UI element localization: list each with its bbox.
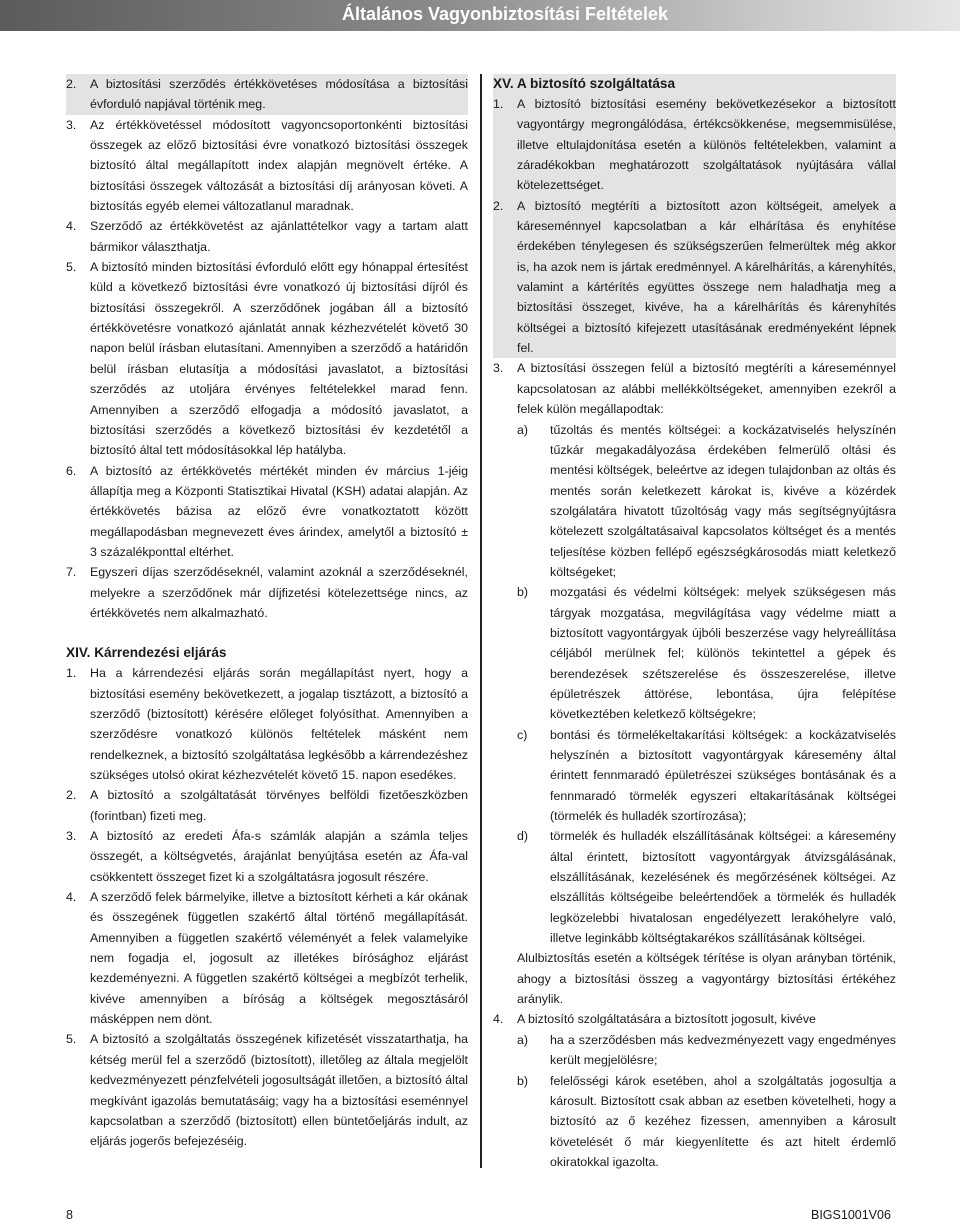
- page-header: [0, 0, 960, 31]
- section-title-xv: XV. A biztosító szolgáltatása: [493, 76, 676, 91]
- sub-list-item: b) felelősségi károk esetében, ahol a szolgáltatás jogosultja a károsult. Biztosított csak abban az esetben követelheti, hogy a biztosító az ő kezéhez fizessen, amennyiben a károsult követelését ő már kiegyenlítette és azt hitelt érdemlő okiratokkal igazolta.: [517, 1073, 896, 1169]
- column-divider: [480, 74, 482, 1168]
- page-title: Általános Vagyonbiztosítási Feltételek: [341, 4, 669, 24]
- sub-list-item: d) törmelék és hulladék elszállításának költségei: a káresemény által érintett, biztosított vagyontárgyak átvizsgálásának, elszállításának, kezelésének és megőrzésének költségei. Az elszállítás költségeibe beleértendőek a törmelék és hulladék legközelebbi hivatalosan engedélyezett lerakóhelyre való, illetve leginkább költségtakarékos szállításának költségei.: [517, 829, 896, 946]
- list-item: 4. A biztosító szolgáltatására a biztosított jogosult, kivéve: [493, 1012, 816, 1027]
- left-column: [66, 74, 468, 1152]
- section-title-xiv: XIV. Kárrendezési eljárás: [66, 645, 227, 661]
- list-item: 6. A biztosító az értékkövetés mértékét minden év március 1-jéig állapítja meg a Központi Statisztikai Hivatal (KSH) adatai alapján. Az értékkövetés bázisa az előző évre vonatkoztatott között megállapodásban megnevezett éves árindex, amelytől a biztosító ± 3 százalékponttal eltérhet.: [66, 463, 468, 559]
- sub-list-item: c) bontási és törmelékeltakarítási költségek: a kockázatviselés helyszínén a biztosított vagyontárgyak káresemény által érintett fennmaradó épületrészei szükséges bontásának és a fennmaradó törmelék egyszeri eltakarításának költségei (törmelék és hulladék szortírozása);: [517, 727, 896, 824]
- list-item: 3. A biztosító az eredeti Áfa-s számlák alapján a számla teljes összegét, a költségvetés, árajánlat benyújtása esetén az Áfa-val csökkentett összeget fizet ki a szolgáltatásra jogosult részére.: [66, 829, 468, 884]
- shaded-block: [493, 74, 896, 358]
- sub-list-item: b) mozgatási és védelmi költségek: melyek szükségesen más tárgyak mozgatása, megvilágítása vagy védelme miatt a biztosított vagyontárgyak újbóli beszerzése vagy helyreállítása céljából merülnek fel; különös tekintettel a gépek és berendezések szétszerelése és összeszerelése, illetve épületrészek áttörése, lebontása, újra felépítése következtében keletkező költségekre;: [517, 585, 896, 722]
- paragraph: Alulbiztosítás esetén a költségek térítése is olyan arányban történik, ahogy a biztosítási összeg a vagyontárgy biztosítási értékéhez aránylik.: [517, 951, 896, 1007]
- list-item: 1. Ha a kárrendezési eljárás során megállapítást nyert, hogy a biztosítási esemény bekövetkezett, a jogalap tisztázott, a biztosító a szerződő (biztosított) kérésére előleget folyósíthat. Amennyiben a szerződésre vonatkozó különös feltételek másként nem rendelkeznek, a biztosító szolgáltatása legkésőbb a kárrendezéshez szükséges utolsó okirat kézhezvételét követő 15. napon esedékes.: [66, 666, 468, 782]
- list-item: 4. A szerződő felek bármelyike, illetve a biztosított kérheti a kár okának és összegének független szakértő által történő megállapítását. Amennyiben a független szakértő véleményét a felek valamelyike nem fogadja el, jogosult az illetékes bírósághoz eljárást kezdeményezni. A független szakértő költségei a megbízót terhelik, kivéve amennyiben a bíróság a költségek megosztásáról másképpen nem dönt.: [66, 890, 468, 1027]
- list-item: 2. A biztosító a szolgáltatását törvényes belföldi fizetőeszközben (forintban) fizeti meg.: [66, 788, 468, 823]
- list-item: 2. A biztosító megtéríti a biztosított azon költségeit, amelyek a káreseménnyel kapcsolatban a kár elhárítása és enyhítése érdekében ténylegesen és szükségszerűen felmerültek még akkor is, ha azok nem is jártak eredménnyel. A kárelhárítás, a kárenyhítés, valamint a kártérítés együttes összege nem haladhatja meg a biztosítási összeget, kivéve, ha a kárelhárítás és kárenyhítés költségei a biztosító kifejezett utasításának eredményeként lépnek fel.: [493, 198, 896, 356]
- document-code: BIGS1001V06: [811, 1208, 891, 1222]
- list-item: 5. A biztosító a szolgáltatás összegének kifizetését visszatarthatja, ha kétség merül fel a szerződő (biztosított), illetőleg az általa megjelölt kedvezményezett pénzfelvételi jogosultságát illetően, a biztosító által megkívánt igazolás bemutatásáig; vagy ha a biztosítási eseménnyel kapcsolatban a szerződő (biztosított) ellen büntetőeljárás indult, az eljárás jogerős befejezéséig.: [66, 1032, 468, 1149]
- list-item: 4. Szerződő az értékkövetést az ajánlattételkor vagy a tartam alatt bármikor választhatja.: [66, 219, 468, 254]
- list-item: 3. Az értékkövetéssel módosított vagyoncsoportonkénti biztosítási összegek az előző biztosítási évre vonatkozó biztosítási összegek biztosító által megállapított index alapján megnövelt értéke. A biztosítási összegek változását a biztosítási díj arányosan követi. A biztosítás egyéb elemei változatlanul maradnak.: [66, 117, 468, 214]
- list-item: 1. A biztosító biztosítási esemény bekövetkezésekor a biztosított vagyontárgy megrongálódása, értékcsökkenése, megsemmisülése, illetve eltulajdonítása esetén a különös feltételekben, valamint a záradékokban meghatározott szolgáltatások nyújtására vállal kötelezettséget.: [493, 97, 896, 193]
- sub-list-item: a) ha a szerződésben más kedvezményezett vagy engedményes került megjelölésre;: [517, 1032, 896, 1068]
- right-column: [493, 74, 896, 1172]
- list-item: 2. A biztosítási szerződés értékkövetéses módosítása a biztosítási évforduló napjával történik meg.: [66, 74, 468, 115]
- list-item: 3. A biztosítási összegen felül a biztosító megtéríti a káreseménnyel kapcsolatosan az alábbi mellékköltségeket, amennyiben ezekről a felek külön megállapodtak:: [493, 361, 896, 417]
- list-item: 7. Egyszeri díjas szerződéseknél, valamint azoknál a szerződéseknél, melyekre a szerződőnek már díjfizetési kötelezettsége nincs, az értékkövetés nem alkalmazható.: [66, 565, 468, 620]
- page-number: 8: [66, 1208, 73, 1222]
- list-item: 5. A biztosító minden biztosítási évforduló előtt egy hónappal értesítést küld a következő biztosítási évre vonatkozó új biztosítási díjról és biztosítási összegekről. A szerződőnek jogában áll a biztosító értékkövetésre vonatkozó ajánlatát annak kézhezvételét követő 30 napon belül írásban elutasítani. Amennyiben a szerződő a határidőn belül írásban elutasítja a módosítási javaslatot, a biztosítási szerződés az utoljára érvényes feltételekkel marad fenn. Amennyiben a szerződő elfogadja a módosító javaslatot, a biztosítási szerződés a következő biztosítási év kezdetétől a biztosító által tett módosításokkal lép hatályba.: [66, 260, 468, 458]
- sub-list-item: a) tűzoltás és mentés költségei: a kockázatviselés helyszínén tűzkár megakadályozása érdekében felmerülő oltási és mentési költségek, beleértve az idegen tulajdonban az oltás és mentés során keletkezett károkat is, kivéve a közérdek szolgálatára hivatott tűzoltóság vagy más segítségnyújtásra kötelezett szolgáltatásaival kapcsolatos költséget és a mentés teljesítése közben fellépő egészségkárosodás miatt keletkező költségeket;: [517, 422, 896, 579]
